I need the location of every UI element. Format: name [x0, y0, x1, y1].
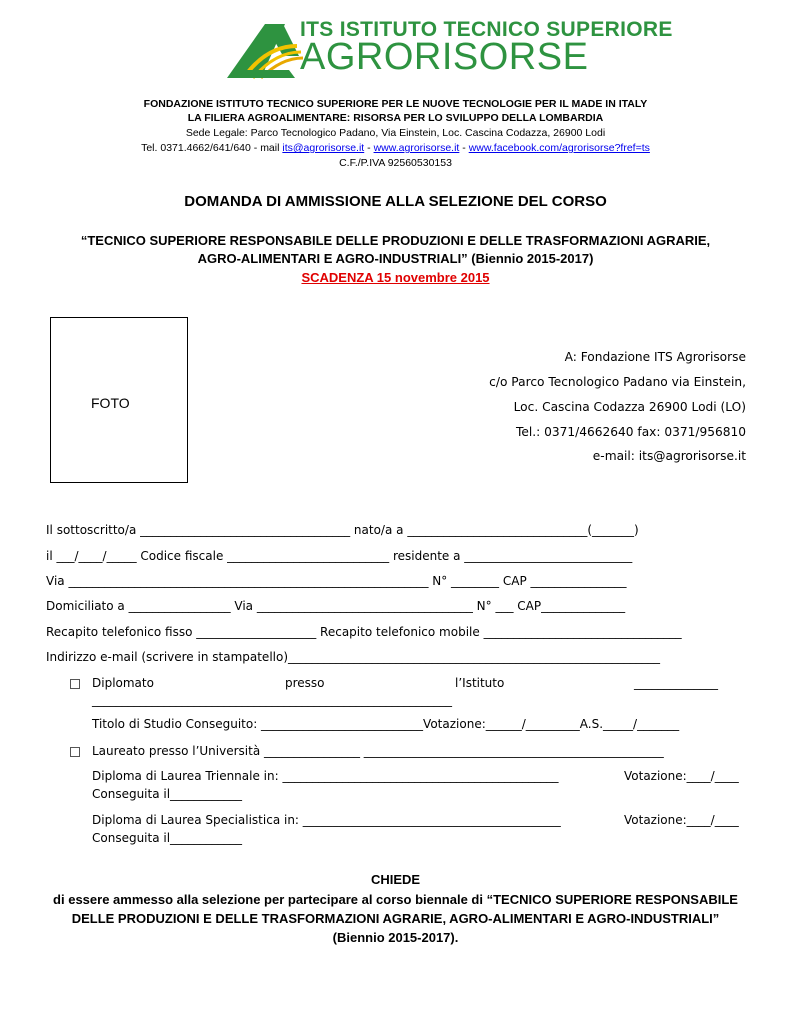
field-telefono[interactable]: Recapito telefonico fisso ____________________ Recapito telefonico mobile _________________________________ [46, 625, 682, 639]
course-line-1: “TECNICO SUPERIORE RESPONSABILE DELLE PRODUZIONI E DELLE TRASFORMAZIONI AGRARIE, [80, 233, 711, 248]
checkbox-laureato[interactable] [70, 744, 80, 758]
sep-2: - [459, 142, 469, 154]
field-sottoscritto[interactable]: Il sottoscritto/a ___________________________________ nato/a a ______________________________(_______) [46, 523, 639, 537]
field-votazione-triennale[interactable]: Votazione:____/____ [624, 769, 739, 783]
logo-subtitle: ITS ISTITUTO TECNICO SUPERIORE [300, 18, 673, 41]
document-title: DOMANDA DI AMMISSIONE ALLA SELEZIONE DEL CORSO [184, 193, 607, 210]
header-line-1: FONDAZIONE ISTITUTO TECNICO SUPERIORE PER LE NUOVE TECNOLOGIE PER IL MADE IN ITALY [143, 98, 648, 110]
header-line-2: LA FILIERA AGROALIMENTARE: RISORSA PER LO SVILUPPO DELLA LOMBARDIA [187, 112, 604, 124]
address-line-1: A: Fondazione ITS Agrorisorse [564, 350, 746, 364]
photo-label: FOTO [91, 395, 130, 411]
field-via[interactable]: Via ____________________________________________________________ N° ________ CAP ________________ [46, 574, 627, 588]
diplomato-label: Diplomato [92, 676, 154, 690]
field-conseguita-triennale[interactable]: Conseguita il____________ [92, 787, 243, 801]
photo-box [50, 317, 188, 483]
field-conseguita-specialistica[interactable]: Conseguita il____________ [92, 831, 243, 845]
field-votazione-specialistica[interactable]: Votazione:____/____ [624, 813, 739, 827]
chiede-heading: CHIEDE [370, 872, 421, 887]
website-link[interactable]: www.agrorisorse.it [373, 142, 460, 154]
presso-label: presso [285, 676, 325, 690]
facebook-link[interactable]: www.facebook.com/agrorisorse?fref=ts [468, 142, 650, 154]
istituto-field[interactable]: ______________ [634, 676, 718, 690]
chiede-line-3: (Biennio 2015-2017). [332, 930, 459, 945]
field-nascita-cf-residenza[interactable]: il ___/____/_____ Codice fiscale ___________________________ residente a ____________________________ [46, 549, 633, 563]
header-cf: C.F./P.IVA 92560530153 [339, 157, 452, 169]
address-line-2: c/o Parco Tecnologico Padano via Einstein, [489, 375, 746, 389]
header-tel: Tel. 0371.4662/641/640 - mail [141, 142, 283, 154]
chiede-line-2: DELLE PRODUZIONI E DELLE TRASFORMAZIONI AGRARIE, AGRO-ALIMENTARI E AGRO-INDUSTRIALI” [71, 911, 720, 926]
course-line-2: AGRO-ALIMENTARI E AGRO-INDUSTRIALI” (Biennio 2015-2017) [197, 251, 594, 266]
sep-1: - [364, 142, 374, 154]
address-line-4: Tel.: 0371/4662640 fax: 0371/956810 [516, 425, 746, 439]
chiede-line-1: di essere ammesso alla selezione per partecipare al corso biennale di “TECNICO SUPERIORE RESPONSABILE [53, 892, 738, 907]
istituto-label: l’Istituto [455, 676, 505, 690]
field-laurea-specialistica[interactable]: Diploma di Laurea Specialistica in: ___________________________________________ [92, 813, 561, 827]
deadline: SCADENZA 15 novembre 2015 [301, 270, 490, 285]
checkbox-diplomato[interactable] [70, 676, 80, 690]
address-line-5: e-mail: its@agrorisorse.it [592, 449, 746, 463]
header-contacts [0, 142, 791, 154]
field-titolo-studio[interactable]: Titolo di Studio Conseguito: ___________________________Votazione:______/_________A.S._____/_______ [92, 717, 680, 731]
field-universita[interactable]: Laureato presso l’Università ________________ __________________________________________________ [92, 744, 664, 758]
field-laurea-triennale[interactable]: Diploma di Laurea Triennale in: ______________________________________________ [92, 769, 559, 783]
address-line-3: Loc. Cascina Codazza 26900 Lodi (LO) [513, 400, 746, 414]
istituto-line[interactable]: ____________________________________________________________ [92, 693, 452, 707]
field-email[interactable]: Indirizzo e-mail (scrivere in stampatello)______________________________________________________________ [46, 650, 661, 664]
mail-link[interactable]: its@agrorisorse.it [282, 142, 365, 154]
logo-name: AGRORISORSE [300, 36, 589, 78]
header-line-3: Sede Legale: Parco Tecnologico Padano, Via Einstein, Loc. Cascina Codazza, 26900 Lodi [185, 127, 606, 139]
field-domicilio[interactable]: Domiciliato a _________________ Via ____________________________________ N° ___ CAP______________ [46, 599, 626, 613]
